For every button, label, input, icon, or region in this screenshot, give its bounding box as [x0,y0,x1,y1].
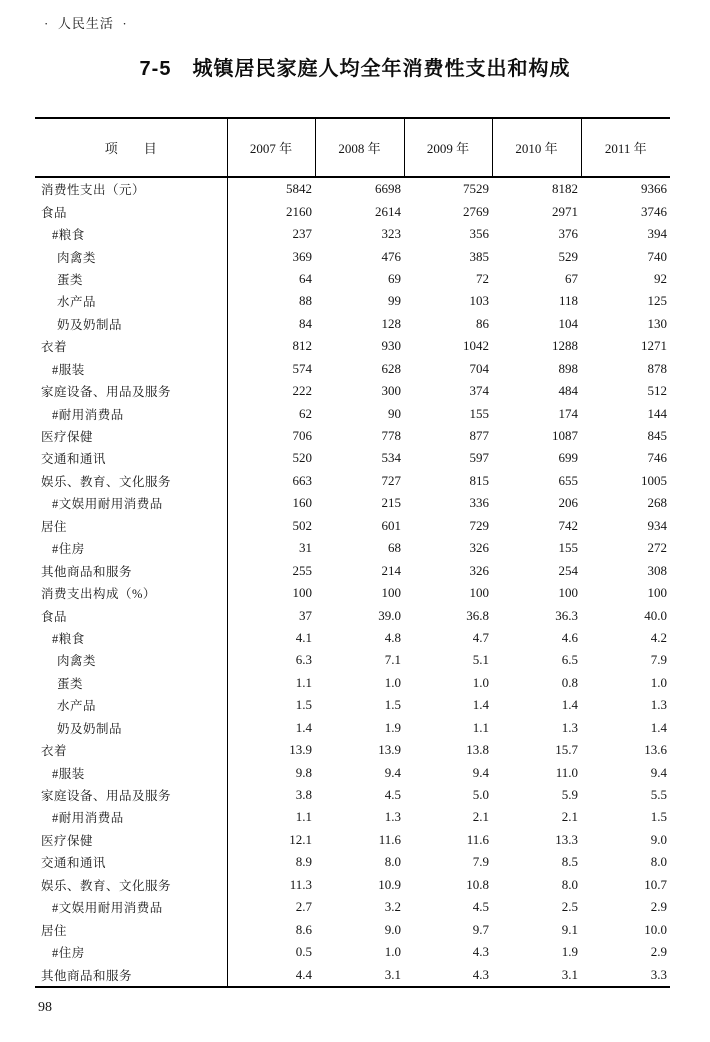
cell-value: 746 [647,450,667,466]
table-row [35,537,670,559]
cell-value: 529 [558,248,578,264]
cell-value: 7.9 [650,652,667,668]
cell-value: 88 [299,293,312,309]
cell-value: 5.0 [472,787,489,803]
row-label: 娱乐、教育、文化服务 [35,470,227,492]
cell-value: 62 [299,405,312,421]
cell-value: 706 [292,428,312,444]
cell-value: 39.0 [378,607,401,623]
cell-value: 323 [381,226,401,242]
column-header-2008: 2008 年 [315,118,404,177]
table-row [35,717,670,739]
row-label: 交通和通讯 [35,851,227,873]
row-label: #耐用消费品 [35,402,227,424]
cell-value: 36.3 [555,607,578,623]
table-row [35,268,670,290]
table-row [35,559,670,581]
cell-value: 86 [476,315,489,331]
cell-value: 8.6 [295,921,312,937]
row-label: 食品 [35,200,227,222]
cell-value: 336 [469,495,489,511]
table-row [35,604,670,626]
table-row [35,941,670,963]
cell-value: 11.6 [378,831,401,847]
column-header-2011: 2011 年 [581,118,670,177]
cell-value: 1.5 [384,697,401,713]
cell-value: 237 [292,226,312,242]
cell-value: 31 [299,540,312,556]
cell-value: 6.3 [295,652,312,668]
row-label: #耐用消费品 [35,806,227,828]
cell-value: 2.1 [561,809,578,825]
row-label: 消费支出构成（%） [35,582,227,604]
cell-value: 385 [469,248,489,264]
cell-value: 4.7 [472,629,489,645]
cell-value: 930 [381,338,401,354]
cell-value: 40.0 [644,607,667,623]
cell-value: 1.0 [384,944,401,960]
row-label: #服装 [35,761,227,783]
cell-value: 11.6 [466,831,489,847]
cell-value: 1.1 [295,809,312,825]
cell-value: 7.1 [384,652,401,668]
cell-value: 699 [558,450,578,466]
cell-value: 1087 [552,428,578,444]
row-label: 娱乐、教育、文化服务 [35,874,227,896]
running-head: · 人民生活 · [44,16,128,31]
cell-value: 214 [381,562,401,578]
cell-value: 92 [654,270,667,286]
cell-value: 0.5 [295,944,312,960]
page-title: 7-5 城镇居民家庭人均全年消费性支出和构成 [139,58,571,80]
cell-value: 15.7 [555,742,578,758]
cell-value: 11.3 [289,876,312,892]
cell-value: 5.1 [472,652,489,668]
cell-value: 12.1 [289,831,312,847]
cell-value: 10.9 [378,876,401,892]
cell-value: 4.2 [650,629,667,645]
row-label: 家庭设备、用品及服务 [35,380,227,402]
cell-value: 727 [381,472,401,488]
cell-value: 9.4 [384,764,401,780]
cell-value: 206 [558,495,578,511]
cell-value: 8.0 [384,854,401,870]
cell-value: 1042 [463,338,489,354]
cell-value: 9.4 [650,764,667,780]
row-label: 奶及奶制品 [35,717,227,739]
row-label: 其他商品和服务 [35,559,227,581]
cell-value: 67 [565,270,578,286]
column-header-item: 项 目 [35,118,227,177]
page-number: 98 [38,1000,52,1015]
cell-value: 10.7 [644,876,667,892]
table-row [35,627,670,649]
cell-value: 2.5 [561,899,578,915]
cell-value: 1005 [641,472,667,488]
cell-value: 1.5 [295,697,312,713]
row-label: #文娱用耐用消费品 [35,896,227,918]
cell-value: 2.9 [650,944,667,960]
cell-value: 9.7 [472,921,489,937]
column-header-2010: 2010 年 [492,118,581,177]
cell-value: 13.9 [289,742,312,758]
cell-value: 13.8 [466,742,489,758]
table-row [35,851,670,873]
cell-value: 36.8 [466,607,489,623]
table-row [35,694,670,716]
cell-value: 72 [476,270,489,286]
cell-value: 254 [558,562,578,578]
cell-value: 255 [292,562,312,578]
cell-value: 1.0 [384,674,401,690]
cell-value: 8.0 [561,876,578,892]
cell-value: 100 [558,585,578,601]
table-row [35,425,670,447]
cell-value: 100 [469,585,489,601]
cell-value: 99 [388,293,401,309]
cell-value: 8182 [552,181,578,197]
cell-value: 815 [469,472,489,488]
cell-value: 9.1 [561,921,578,937]
cell-value: 8.5 [561,854,578,870]
cell-value: 628 [381,360,401,376]
cell-value: 0.8 [561,674,578,690]
cell-value: 502 [292,517,312,533]
cell-value: 5842 [286,181,312,197]
row-label: 消费性支出（元） [35,177,227,200]
cell-value: 64 [299,270,312,286]
cell-value: 4.4 [295,966,312,982]
row-label: 居住 [35,515,227,537]
column-header-2009: 2009 年 [404,118,492,177]
table-row [35,335,670,357]
cell-value: 6.5 [561,652,578,668]
cell-value: 1.3 [561,719,578,735]
cell-value: 13.9 [378,742,401,758]
cell-value: 1.1 [472,719,489,735]
cell-value: 3.3 [650,966,667,982]
cell-value: 1.5 [650,809,667,825]
cell-value: 3.1 [561,966,578,982]
row-label: 医疗保健 [35,829,227,851]
cell-value: 877 [469,428,489,444]
table-header [35,118,670,177]
cell-value: 2769 [463,203,489,219]
cell-value: 520 [292,450,312,466]
table-row [35,874,670,896]
table-row [35,447,670,469]
row-label: 交通和通讯 [35,447,227,469]
cell-value: 729 [469,517,489,533]
cell-value: 8.9 [295,854,312,870]
cell-value: 2.9 [650,899,667,915]
cell-value: 1.0 [472,674,489,690]
cell-value: 476 [381,248,401,264]
cell-value: 69 [388,270,401,286]
table-row [35,515,670,537]
cell-value: 222 [292,383,312,399]
cell-value: 9.4 [472,764,489,780]
cell-value: 130 [647,315,667,331]
cell-value: 9366 [641,181,667,197]
table-row [35,313,670,335]
cell-value: 268 [647,495,667,511]
row-label: #住房 [35,537,227,559]
cell-value: 7529 [463,181,489,197]
table-row [35,223,670,245]
cell-value: 104 [558,315,578,331]
cell-value: 1271 [641,338,667,354]
cell-value: 4.3 [472,944,489,960]
table-row [35,672,670,694]
cell-value: 601 [381,517,401,533]
cell-value: 878 [647,360,667,376]
cell-value: 100 [647,585,667,601]
column-header-2007: 2007 年 [227,118,315,177]
row-label: #粮食 [35,223,227,245]
cell-value: 6698 [375,181,401,197]
cell-value: 10.0 [644,921,667,937]
cell-value: 597 [469,450,489,466]
cell-value: 1.9 [561,944,578,960]
table-row [35,290,670,312]
row-label: 衣着 [35,739,227,761]
cell-value: 13.6 [644,742,667,758]
cell-value: 1.0 [650,674,667,690]
cell-value: 2.7 [295,899,312,915]
cell-value: 3746 [641,203,667,219]
row-label: 蛋类 [35,672,227,694]
cell-value: 740 [647,248,667,264]
cell-value: 3.1 [384,966,401,982]
table-row [35,358,670,380]
cell-value: 215 [381,495,401,511]
table-row [35,177,670,200]
cell-value: 704 [469,360,489,376]
row-label: 家庭设备、用品及服务 [35,784,227,806]
cell-value: 1288 [552,338,578,354]
table-row [35,582,670,604]
table-row [35,470,670,492]
row-label: 衣着 [35,335,227,357]
table-row [35,896,670,918]
cell-value: 4.5 [472,899,489,915]
cell-value: 90 [388,405,401,421]
cell-value: 37 [299,607,312,623]
table-row [35,739,670,761]
cell-value: 155 [558,540,578,556]
cell-value: 118 [558,293,578,309]
cell-value: 376 [558,226,578,242]
row-label: 奶及奶制品 [35,313,227,335]
cell-value: 3.8 [295,787,312,803]
row-label: 居住 [35,918,227,940]
cell-value: 484 [558,383,578,399]
cell-value: 9.8 [295,764,312,780]
row-label: #服装 [35,358,227,380]
cell-value: 7.9 [472,854,489,870]
cell-value: 84 [299,315,312,331]
cell-value: 9.0 [384,921,401,937]
cell-value: 374 [469,383,489,399]
cell-value: 512 [647,383,667,399]
cell-value: 1.9 [384,719,401,735]
cell-value: 326 [469,562,489,578]
cell-value: 308 [647,562,667,578]
cell-value: 160 [292,495,312,511]
table-row [35,806,670,828]
table-row [35,402,670,424]
cell-value: 2160 [286,203,312,219]
table-row [35,492,670,514]
cell-value: 11.0 [555,764,578,780]
cell-value: 655 [558,472,578,488]
row-label: #住房 [35,941,227,963]
table-row [35,761,670,783]
cell-value: 2614 [375,203,401,219]
row-label: 水产品 [35,694,227,716]
row-label: #文娱用耐用消费品 [35,492,227,514]
table-row [35,380,670,402]
cell-value: 144 [647,405,667,421]
table-body [35,177,670,987]
table-row [35,963,670,986]
row-label: 医疗保健 [35,425,227,447]
cell-value: 1.3 [650,697,667,713]
row-label: 其他商品和服务 [35,963,227,986]
cell-value: 663 [292,472,312,488]
cell-value: 2971 [552,203,578,219]
cell-value: 845 [647,428,667,444]
table-row [35,918,670,940]
cell-value: 534 [381,450,401,466]
cell-value: 128 [381,315,401,331]
row-label: 肉禽类 [35,649,227,671]
cell-value: 2.1 [472,809,489,825]
header-row [35,118,670,177]
cell-value: 1.4 [650,719,667,735]
row-label: 肉禽类 [35,245,227,267]
cell-value: 356 [469,226,489,242]
table-row [35,200,670,222]
cell-value: 10.8 [466,876,489,892]
cell-value: 300 [381,383,401,399]
cell-value: 4.8 [384,629,401,645]
table-row [35,829,670,851]
cell-value: 4.3 [472,966,489,982]
cell-value: 174 [558,405,578,421]
cell-value: 369 [292,248,312,264]
cell-value: 4.1 [295,629,312,645]
table-row [35,784,670,806]
row-label: 水产品 [35,290,227,312]
cell-value: 155 [469,405,489,421]
statistics-table [35,117,670,988]
table-row [35,649,670,671]
table-row [35,245,670,267]
cell-value: 812 [292,338,312,354]
cell-value: 8.0 [650,854,667,870]
cell-value: 68 [388,540,401,556]
row-label: #粮食 [35,627,227,649]
cell-value: 934 [647,517,667,533]
row-label: 蛋类 [35,268,227,290]
cell-value: 1.3 [384,809,401,825]
cell-value: 1.4 [472,697,489,713]
cell-value: 125 [647,293,667,309]
cell-value: 5.9 [561,787,578,803]
cell-value: 272 [647,540,667,556]
cell-value: 13.3 [555,831,578,847]
cell-value: 4.5 [384,787,401,803]
cell-value: 4.6 [561,629,578,645]
cell-value: 394 [647,226,667,242]
cell-value: 326 [469,540,489,556]
cell-value: 3.2 [384,899,401,915]
cell-value: 1.4 [561,697,578,713]
cell-value: 574 [292,360,312,376]
cell-value: 5.5 [650,787,667,803]
row-label: 食品 [35,604,227,626]
cell-value: 9.0 [650,831,667,847]
cell-value: 778 [381,428,401,444]
cell-value: 1.1 [295,674,312,690]
cell-value: 100 [292,585,312,601]
cell-value: 742 [558,517,578,533]
cell-value: 898 [558,360,578,376]
cell-value: 1.4 [295,719,312,735]
cell-value: 103 [469,293,489,309]
cell-value: 100 [381,585,401,601]
